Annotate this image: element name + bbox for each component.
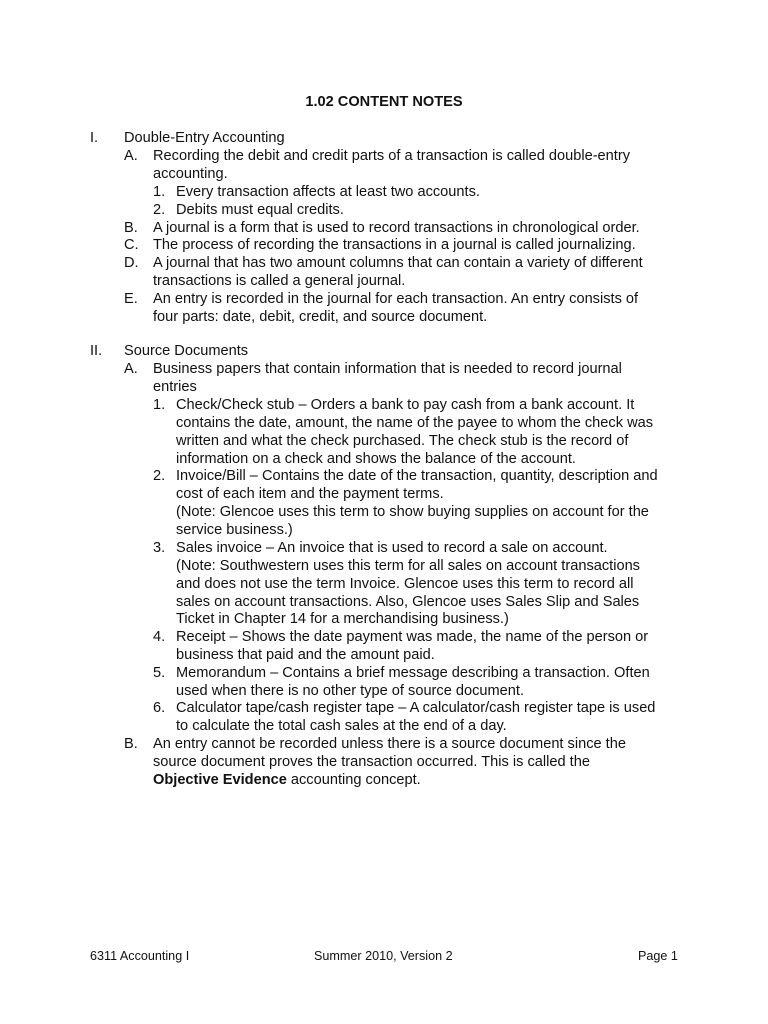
item-text-line: Business papers that contain information that is needed to record journal	[153, 361, 622, 377]
section-numeral: II.	[90, 343, 103, 359]
footer-page-number: Page 1	[638, 949, 678, 963]
item-text-line: An entry cannot be recorded unless there is a source document since the	[153, 736, 626, 752]
item-marker: B.	[124, 736, 138, 752]
page-title: 1.02 CONTENT NOTES	[305, 94, 463, 110]
item-marker: B.	[124, 220, 138, 236]
subitem-marker: 5.	[153, 665, 166, 681]
section-heading: Double-Entry Accounting	[124, 130, 285, 146]
item-text-rest: accounting concept.	[286, 772, 421, 788]
item-text-line: accounting.	[153, 166, 228, 182]
subitem-text-line: service business.)	[176, 522, 293, 538]
subitem-text-line: contains the date, amount, the name of the payee to whom the check was	[176, 415, 654, 431]
item-text-line: A journal that has two amount columns that can contain a variety of different	[153, 255, 643, 271]
subitem-text-line: Receipt – Shows the date payment was made, the name of the person or	[176, 629, 649, 645]
item-text-line: source document proves the transaction occurred. This is called the	[153, 754, 590, 770]
subitem-text-line: (Note: Glencoe uses this term to show buying supplies on account for the	[176, 504, 649, 520]
item-text-line: entries	[153, 379, 197, 395]
subitem-text-line: Sales invoice – An invoice that is used to record a sale on account.	[176, 540, 608, 556]
subitem-marker: 1.	[153, 184, 166, 200]
subitem-text-line: Ticket in Chapter 14 for a merchandising business.)	[176, 611, 509, 627]
section-numeral: I.	[90, 130, 99, 146]
item-marker: A.	[124, 148, 138, 164]
footer-term: Summer 2010, Version 2	[314, 949, 453, 963]
subitem-text-line: Every transaction affects at least two accounts.	[176, 184, 480, 200]
item-text-line: four parts: date, debit, credit, and source document.	[153, 309, 488, 325]
item-marker: D.	[124, 255, 139, 271]
subitem-text-line: Invoice/Bill – Contains the date of the transaction, quantity, description and	[176, 468, 658, 484]
item-text-line: Recording the debit and credit parts of a transaction is called double-entry	[153, 148, 631, 164]
item-text-line-emphasis	[153, 771, 421, 789]
subitem-text-line: (Note: Southwestern uses this term for all sales on account transactions	[176, 558, 640, 574]
subitem-text-line: to calculate the total cash sales at the end of a day.	[176, 718, 507, 734]
item-marker: E.	[124, 291, 138, 307]
subitem-text-line: business that paid and the amount paid.	[176, 647, 435, 663]
section-heading: Source Documents	[124, 343, 249, 359]
subitem-text-line: Check/Check stub – Orders a bank to pay cash from a bank account. It	[176, 397, 635, 413]
item-marker: A.	[124, 361, 138, 377]
subitem-marker: 3.	[153, 540, 166, 556]
item-text-line: transactions is called a general journal.	[153, 273, 406, 289]
item-text-line: A journal is a form that is used to record transactions in chronological order.	[153, 220, 640, 236]
item-text-line: The process of recording the transactions in a journal is called journalizing.	[153, 237, 636, 253]
subitem-text-line: Memorandum – Contains a brief message describing a transaction. Often	[176, 665, 650, 681]
subitem-text-line: written and what the check purchased. The check stub is the record of	[176, 433, 629, 449]
subitem-text-line: cost of each item and the payment terms.	[176, 486, 444, 502]
footer-course: 6311 Accounting I	[90, 949, 190, 963]
subitem-marker: 2.	[153, 202, 166, 218]
objective-evidence-term: Objective Evidence	[153, 772, 287, 788]
subitem-text-line: and does not use the term Invoice. Glencoe uses this term to record all	[176, 576, 634, 592]
subitem-marker: 6.	[153, 700, 166, 716]
subitem-marker: 1.	[153, 397, 166, 413]
item-marker: C.	[124, 237, 139, 253]
subitem-marker: 2.	[153, 468, 166, 484]
subitem-text-line: sales on account transactions. Also, Glencoe uses Sales Slip and Sales	[176, 594, 640, 610]
subitem-marker: 4.	[153, 629, 166, 645]
subitem-text-line: used when there is no other type of source document.	[176, 683, 525, 699]
subitem-text-line: Debits must equal credits.	[176, 202, 344, 218]
subitem-text-line: information on a check and shows the balance of the account.	[176, 451, 576, 467]
item-text-line: An entry is recorded in the journal for each transaction. An entry consists of	[153, 291, 639, 307]
subitem-text-line: Calculator tape/cash register tape – A calculator/cash register tape is used	[176, 700, 656, 716]
